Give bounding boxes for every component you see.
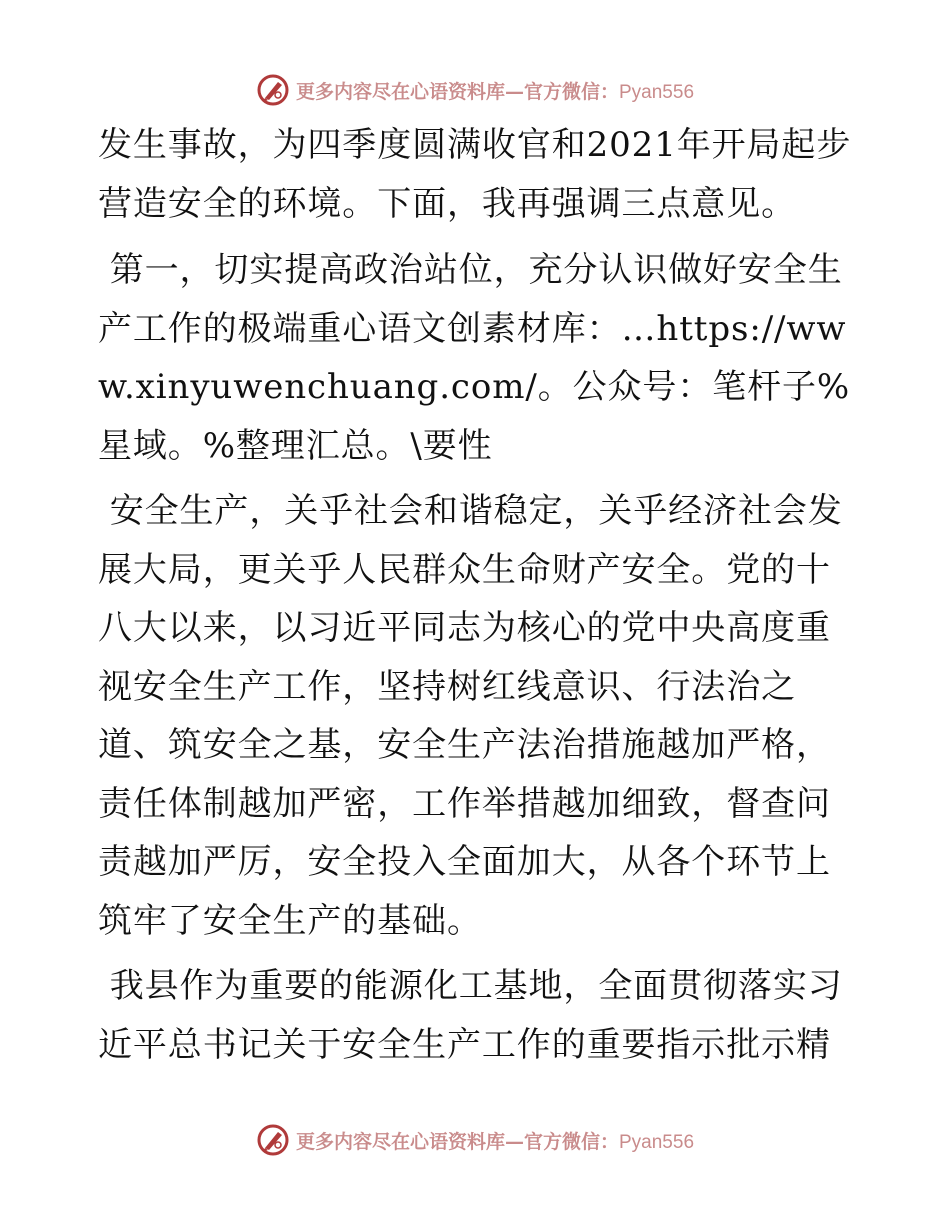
pen-logo-icon [256,73,290,107]
paragraph-4: 我县作为重要的能源化工基地，全面贯彻落实习近平总书记关于安全生产工作的重要指示批示精 [98,966,843,1065]
pen-logo-icon [256,1123,290,1157]
watermark-id: Pyan556 [619,1131,695,1153]
footer-watermark [0,1120,950,1160]
paragraph-3: 安全生产，关乎社会和谐稳定，关乎经济社会发展大局，更关乎人民群众生命财产安全。党的十八大以来，以习近平同志为核心的党中央高度重视安全生产工作，坚持树红线意识、行法治之道、筑安全之基，安全生产法治措施越加严格，责任体制越加严密，工作举措越加细致，督查问责越加严厉，安全投入全面加大，从各个环节上筑牢了安全生产的基础。 [98,491,843,941]
watermark-label: 官方微信： [523,80,619,103]
watermark-separator: — [504,80,524,103]
watermark-text [296,1127,694,1154]
watermark-text [296,77,694,104]
watermark-id: Pyan556 [619,81,695,103]
header-watermark [0,70,950,110]
paragraph-2: 第一，切实提高政治站位，充分认识做好安全生产工作的极端重心语文创素材库：…https://www.xinyuwenchuang.com/。公众号：笔杆子%星域。%整理汇总。\要性 [98,250,851,466]
paragraph-1: 发生事故，为四季度圆满收官和2021年开局起步营造安全的环境。下面，我再强调三点意见。 [98,125,852,224]
watermark-brand: 更多内容尽在心语资料库 [295,80,505,103]
watermark-brand: 更多内容尽在心语资料库 [295,1130,505,1153]
watermark-label: 官方微信： [523,1130,619,1153]
document-body [98,116,858,1081]
watermark-separator: — [504,1130,524,1153]
